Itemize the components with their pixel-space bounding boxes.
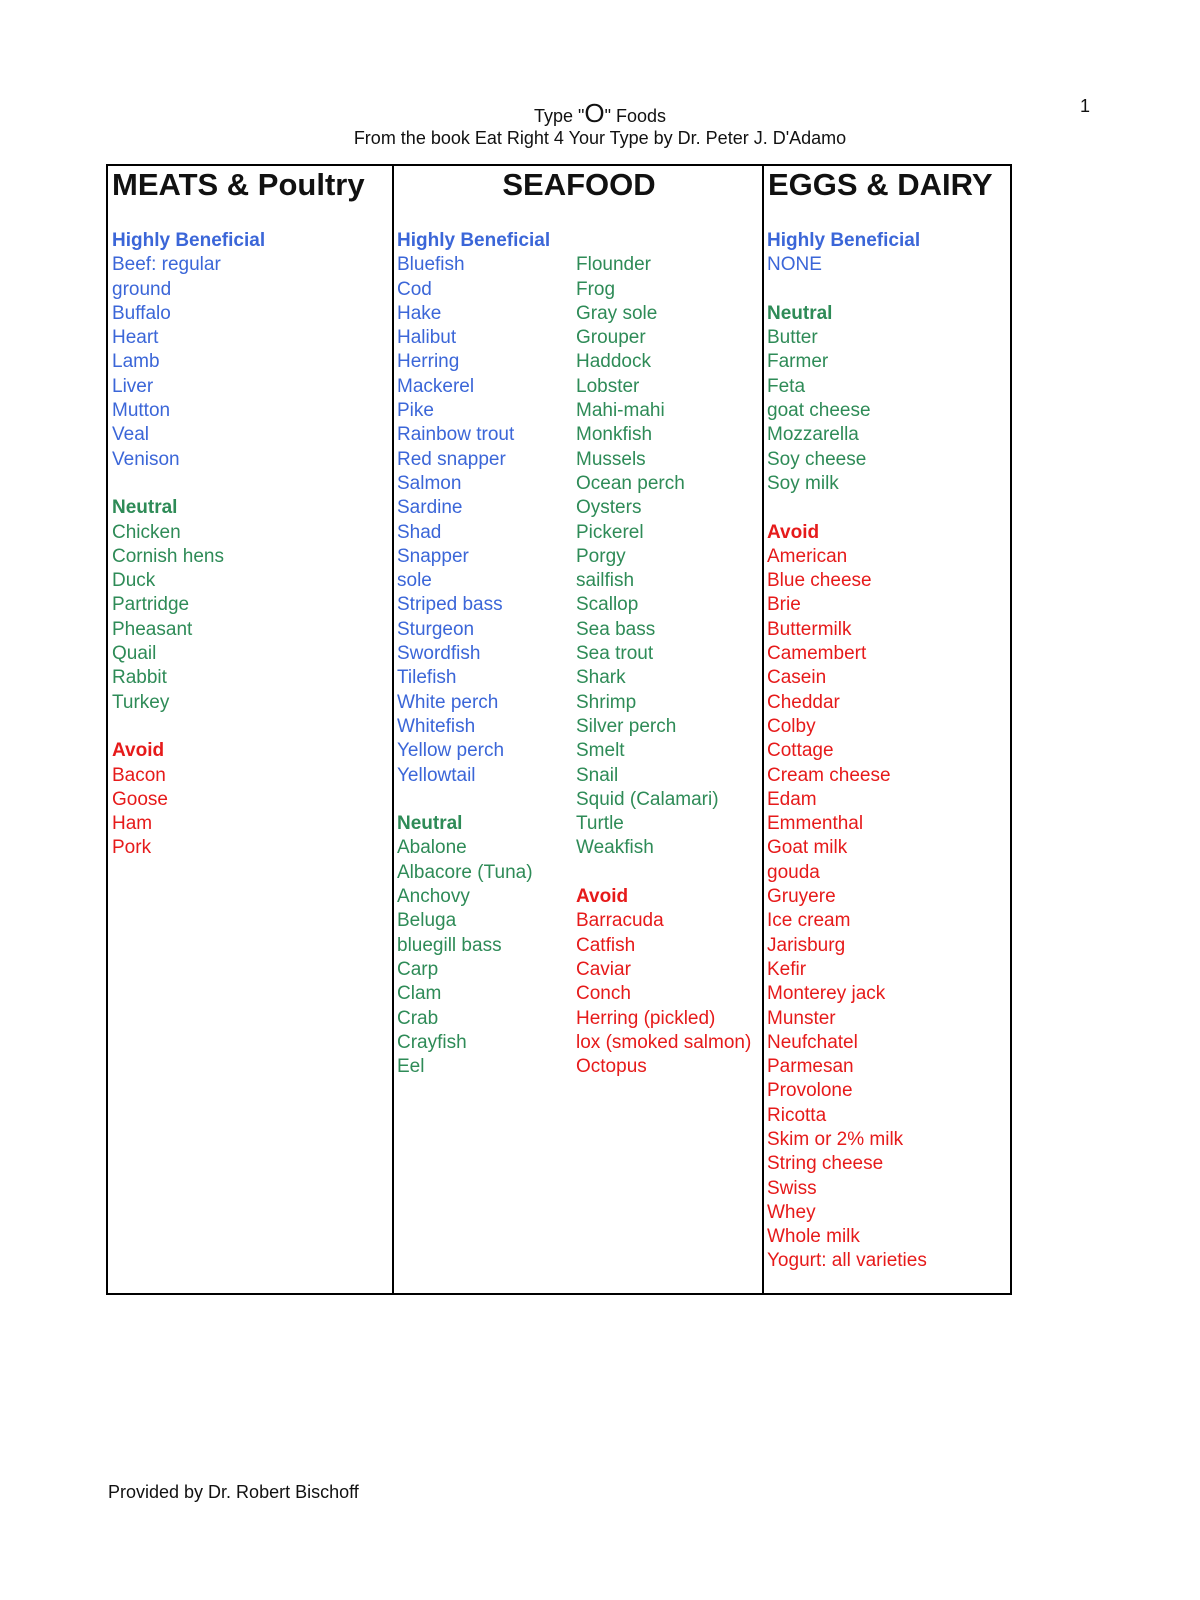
food-item: Butter: [767, 327, 818, 349]
food-item: Partridge: [112, 594, 190, 616]
food-item: Duck: [112, 570, 156, 592]
food-item: Albacore (Tuna): [397, 861, 533, 883]
food-item: Emmenthal: [767, 813, 864, 835]
food-item: Goat milk: [767, 837, 848, 859]
food-item: Barracuda: [576, 910, 664, 932]
food-item: Rainbow trout: [397, 424, 515, 446]
spacer: [576, 861, 751, 885]
food-item: Skim or 2% milk: [767, 1128, 904, 1150]
food-item: Farmer: [767, 351, 829, 373]
food-item: Cottage: [767, 740, 834, 762]
food-item: Mackerel: [397, 375, 475, 397]
dairy-column: [762, 166, 1012, 1293]
food-item: Mahi-mahi: [576, 400, 665, 422]
food-item: Whole milk: [767, 1226, 860, 1248]
food-item: Yellowtail: [397, 764, 476, 786]
food-item: Sea trout: [576, 643, 654, 665]
spacer: [397, 788, 550, 812]
food-item: Frog: [576, 278, 616, 300]
food-item: Salmon: [397, 472, 462, 494]
food-item: Weakfish: [576, 837, 654, 859]
food-item: Mussels: [576, 448, 646, 470]
food-item: Rabbit: [112, 667, 167, 689]
food-item: Caviar: [576, 958, 631, 980]
food-item: Ham: [112, 813, 153, 835]
food-item: Snapper: [397, 545, 469, 567]
seafood-header: SEAFOOD: [502, 167, 656, 202]
food-item: Buffalo: [112, 302, 171, 324]
food-item: Halibut: [397, 327, 457, 349]
food-item: Anchovy: [397, 886, 470, 908]
food-item: Swordfish: [397, 643, 481, 665]
food-item: Herring (pickled): [576, 1007, 716, 1029]
food-item: Chicken: [112, 521, 181, 543]
category-heading: Avoid: [576, 886, 629, 908]
food-item: Venison: [112, 448, 180, 470]
food-item: Pike: [397, 400, 434, 422]
food-item: Catfish: [576, 934, 636, 956]
food-item: Lamb: [112, 351, 160, 373]
dairy-list: [767, 229, 927, 1274]
food-item: Eel: [397, 1056, 425, 1078]
food-item: Colby: [767, 715, 816, 737]
category-heading: Highly Beneficial: [397, 230, 551, 251]
food-item: Kefir: [767, 958, 807, 980]
food-item: Crab: [397, 1007, 439, 1029]
food-item: Red snapper: [397, 448, 506, 470]
food-item: Gray sole: [576, 302, 658, 324]
food-item: Porgy: [576, 545, 626, 567]
food-item: White perch: [397, 691, 499, 713]
food-item: Whitefish: [397, 715, 476, 737]
footer-credit: Provided by Dr. Robert Bischoff: [108, 1482, 359, 1502]
food-item: Goose: [112, 788, 168, 810]
food-item: Snail: [576, 764, 619, 786]
food-item: Cornish hens: [112, 545, 224, 567]
food-item: Whey: [767, 1201, 816, 1223]
food-item: Crayfish: [397, 1031, 467, 1053]
food-item: Carp: [397, 958, 439, 980]
page-subtitle: From the book Eat Right 4 Your Type by Dr. Peter J. D'Adamo: [353, 128, 847, 148]
category-heading: Neutral: [767, 302, 833, 324]
food-item: Beef: regular: [112, 254, 221, 276]
food-item: Monterey jack: [767, 983, 886, 1005]
meats-list: [112, 229, 265, 861]
food-item: Pork: [112, 837, 152, 859]
food-item: Provolone: [767, 1080, 853, 1102]
spacer: [112, 472, 265, 496]
food-item: Bacon: [112, 764, 166, 786]
food-item: Edam: [767, 788, 817, 810]
food-item: Shad: [397, 521, 442, 543]
food-item: Turtle: [576, 813, 624, 835]
food-item: Munster: [767, 1007, 836, 1029]
food-item: Grouper: [576, 327, 646, 349]
food-item: Beluga: [397, 910, 457, 932]
food-item: sailfish: [576, 570, 635, 592]
food-item: Octopus: [576, 1056, 647, 1078]
seafood-list-left: [397, 229, 550, 1079]
food-item: Yellow perch: [397, 740, 505, 762]
food-item: Ricotta: [767, 1104, 827, 1126]
seafood-list-right: [576, 253, 751, 1079]
food-item: Brie: [767, 594, 801, 616]
food-item: Shrimp: [576, 691, 637, 713]
food-item: Flounder: [576, 254, 651, 276]
food-item: Silver perch: [576, 715, 677, 737]
food-item: Sturgeon: [397, 618, 475, 640]
food-item: Clam: [397, 983, 442, 1005]
food-item: Cod: [397, 278, 432, 300]
food-item: Striped bass: [397, 594, 503, 616]
food-item: goat cheese: [767, 400, 871, 422]
food-item: Turkey: [112, 691, 170, 713]
meats-header: MEATS & Poultry: [112, 167, 365, 202]
category-heading: Avoid: [112, 740, 165, 762]
food-item: Pickerel: [576, 521, 644, 543]
food-item: Cheddar: [767, 691, 840, 713]
food-item: Sea bass: [576, 618, 656, 640]
food-item: Swiss: [767, 1177, 817, 1199]
food-item: Mozzarella: [767, 424, 859, 446]
food-item: Tilefish: [397, 667, 457, 689]
food-item: Gruyere: [767, 886, 836, 908]
food-item: Bluefish: [397, 254, 465, 276]
food-item: Heart: [112, 327, 159, 349]
food-item: Liver: [112, 375, 154, 397]
meats-column: [108, 166, 392, 1293]
seafood-column: [392, 166, 764, 1293]
food-item: Monkfish: [576, 424, 653, 446]
dairy-header: EGGS & DAIRY: [768, 167, 993, 202]
food-item: Veal: [112, 424, 149, 446]
title-prefix: Type ": [533, 106, 585, 126]
food-item: Quail: [112, 643, 157, 665]
food-item: Neufchatel: [767, 1031, 858, 1053]
food-item: Soy cheese: [767, 448, 867, 470]
spacer: [767, 278, 927, 302]
food-item: Camembert: [767, 643, 867, 665]
food-item: Conch: [576, 983, 631, 1005]
category-heading: Highly Beneficial: [767, 230, 921, 251]
page-title: [0, 98, 1200, 129]
food-item: Haddock: [576, 351, 651, 373]
food-item: ground: [112, 278, 172, 300]
food-item: Scallop: [576, 594, 639, 616]
food-item: Oysters: [576, 497, 642, 519]
food-item: gouda: [767, 861, 820, 883]
food-item: Jarisburg: [767, 934, 846, 956]
title-blood-type-letter: O: [584, 98, 605, 128]
food-item: lox (smoked salmon): [576, 1031, 752, 1053]
food-item: Mutton: [112, 400, 171, 422]
food-item: Sardine: [397, 497, 463, 519]
page-number: 1: [1080, 96, 1091, 116]
spacer: [767, 496, 927, 520]
food-item: String cheese: [767, 1153, 884, 1175]
food-item: Casein: [767, 667, 827, 689]
category-heading: Avoid: [767, 521, 820, 543]
food-item: Buttermilk: [767, 618, 852, 640]
food-item: Herring: [397, 351, 460, 373]
category-heading: Highly Beneficial: [112, 230, 266, 251]
food-item: Feta: [767, 375, 806, 397]
food-item: Pheasant: [112, 618, 193, 640]
category-heading: Neutral: [112, 497, 178, 519]
food-item: Cream cheese: [767, 764, 891, 786]
food-item: Blue cheese: [767, 570, 872, 592]
food-item: sole: [397, 570, 432, 592]
food-item: Parmesan: [767, 1056, 854, 1078]
food-item: Ocean perch: [576, 472, 685, 494]
title-suffix: " Foods: [604, 106, 667, 126]
spacer: [112, 715, 265, 739]
food-item: Soy milk: [767, 472, 839, 494]
food-item: Hake: [397, 302, 442, 324]
food-item: American: [767, 545, 848, 567]
food-item: Smelt: [576, 740, 625, 762]
food-item: Squid (Calamari): [576, 788, 719, 810]
food-item: Shark: [576, 667, 626, 689]
food-item: Lobster: [576, 375, 640, 397]
food-table: [106, 164, 1012, 1295]
food-item: Abalone: [397, 837, 467, 859]
food-item: bluegill bass: [397, 934, 502, 956]
food-item: NONE: [767, 254, 822, 276]
food-item: Yogurt: all varieties: [767, 1250, 927, 1272]
food-item: Ice cream: [767, 910, 851, 932]
category-heading: Neutral: [397, 813, 463, 835]
